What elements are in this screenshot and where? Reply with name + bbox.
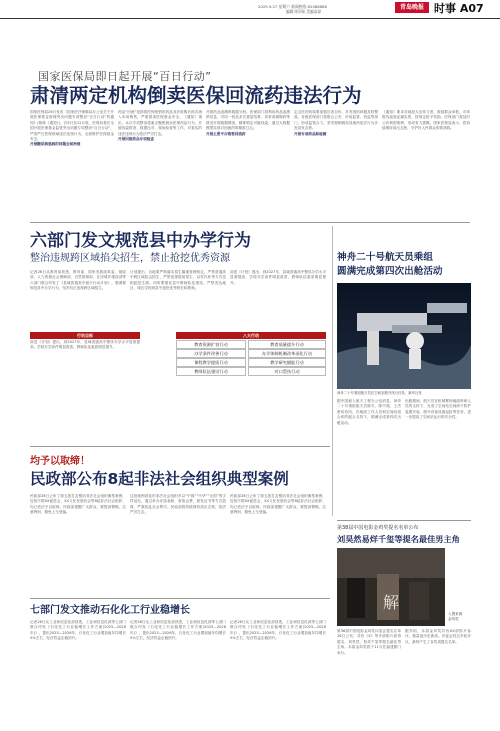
story6-headline: 刘昊然易烊千玺等提名最佳男主角 [337,534,460,544]
story5-headline-2: 圆满完成第四次出舱活动 [337,266,443,277]
issue-weekday: 星期六 [278,4,290,9]
table-cell: 办学条件改善行动 [176,349,246,358]
story1-col4: 定点医药机构要加强自查自纠，对发现的问题及时整改。各级医保部门将联合公安、市场监管、药监等部门，形成监管合力，坚决遏制倒卖回流药违法行为多发高发态势。 开展专项药品和检测 [294,110,378,136]
issue-date: 2025.9.27 [258,4,278,9]
table-cell: 教学研究赋能行动 [248,358,326,367]
table-cell: 教育资源扩容行动 [176,340,246,349]
header-rule [0,18,500,19]
story4-col2: 记者26日从工业和信息化部获悉，工业和信息化部等七部门联合印发《石化化工行业稳增长工作方案(2025—2026年)》，提出2025—2026年，石化化工行业增加值年均增长5%左右，经济效益企稳回升。 [130,620,226,641]
story3-kicker: 均予以取缔！ [30,456,90,467]
story4-col3: 记者26日从工业和信息化部获悉，工业和信息化部等七部门联合印发《石化化工行业稳增长工作方案(2025—2026年)》，提出2025—2026年，石化化工行业增加值年均增长5%左右，经济效益企稳回升。 [230,620,326,641]
table-goals-text: 前述《计划》提出，到2027年，县域普通高中整体办学水平显著提高，学校办学条件明显改善，教师队伍素质明显提升。 [30,340,140,350]
divider-3 [30,598,330,599]
table-cell: 办学体制机制改革深化行动 [248,349,326,358]
spacewalk-photo [337,283,471,389]
story4-col1: 记者26日从工业和信息化部获悉，工业和信息化部等七部门联合印发《石化化工行业稳增长工作方案(2025—2026年)》，提出2025—2026年，石化化工行业增加值年均增长5%左右，经济效益企稳回升。 [30,620,126,641]
section-name: 时事 [434,2,456,15]
story6-body: 第38届中国电影金鸡奖评委会提名名单26日公布，共有《X》等多部影片获得提名，刘昊然、易烊千玺等提名最佳男主角。本届金鸡奖将于11月在福建厦门举行。 [337,629,401,655]
story2-quote: 前述《计划》提出，到2027年，县域普通高中整体办学水平显著提高，学校办学条件明显改善，教师队伍素质明显提升。 [230,270,326,285]
newspaper-logo: 青岛晚报 [395,2,429,13]
table-cell: 教育质量提升行动 [248,340,326,349]
story6-body-2: 据介绍，本届金鸡奖共有XX部影片参评，数量创历史新高。评委会经过多轮评议，最终产生了各奖项提名名单。 [405,629,471,644]
story2-headline: 六部门发文规范县中办学行为 [30,231,251,251]
spacewalk-image [337,283,471,389]
story1-col2: 药品“回流”是指将医保报销的药品非法收购后再次流入市场销售，严重损害医保基金安全。《通知》指出，本次专项整治将重点聚焦倒卖医保药品行为，开展线索排查、数据比对、现场检查等工作，对查实的违法违规行为依法严厉打击。 开展回流药品专项检查 [118,110,202,142]
story3-body-3: 民政部26日公布了第五批打击整治非法社会组织典型案例，包括中国XX促进会、XX文化发展协会等8起非法社会组织，均已依法予以取缔。民政部提醒广大群众，要提高警惕，注意辨别，避免上当受骗。 [230,494,326,515]
story1-kicker: 国家医保局即日起开展“百日行动” [38,70,212,83]
story3-headline: 民政部公布8起非法社会组织典型案例 [30,470,289,488]
story3-body: 民政部26日公布了第五批打击整治非法社会组织典型案例，包括中国XX促进会、XX文化发展协会等8起非法社会组织，均已依法予以取缔。民政部提醒广大群众，要提高警惕，注意辨别，避免上当受骗。 [30,494,126,515]
story5-body-2: 出舱期间，航天员在机械臂和地面科研人员的支持下，完成了空间站空间碎片防护装置安装、舱外设备设施巡检等任务，进一步提高了空间站运行的安全性。 [405,399,471,420]
divider-4 [337,520,471,521]
story5-body: 据中国载人航天工程办公室消息，神舟二十号乘组航天员陈冬、陈中瑞、王杰密切协同，在地面工作人员和空间站组合体的配合支持下，圆满完成第四次出舱活动。 [337,399,401,425]
page-number: A07 [459,2,484,15]
table-title-actions: 八大行动 [176,332,326,339]
movie-poster-image [337,548,445,626]
photo-caption: 神舟二十号乘组航天员在空间站舱外执行任务。新华社发 [337,391,422,395]
story6-kicker: 第38届中国电影金鸡奖提名名单公布 [337,525,419,531]
story2-lede: 记者26日从教育部获悉，教育部、国家发展改革委、财政部、人力资源社会保障部、自然资源部、住房城乡建设部等六部门联合印发了《县域普通高中振兴行动计划》，强调要规范县中办学行为，坚决纠正违规跨区域招生。 [30,270,126,291]
table-cell: 教师队伍建设行动 [176,367,246,376]
editors: 编辑刘洋瑞 美编高原 [286,9,322,14]
story4-headline: 七部门发文推动石化化工行业稳增长 [30,605,190,616]
table-cell: 课程教学提质行动 [176,358,246,367]
poster-label: 入围来源 金鸡奖 [448,612,463,621]
story1-col3: 开展药品追溯码数据分析。医保部门将利用药品追溯码信息，对同一药品多次重复结算、异常高频购药等情况开展数据筛查，精准锁定可疑线索，通过大数据模型实现对回流药的精准打击。 开展主要平台销售回流药 [206,110,290,136]
story2-body: 计划提出，各地要严格落实招生属地管理规定，严禁普通高中跨区域掐尖招生，严禁违规提前招生、以奖代补等方式变相抢挖生源。同时要强化县中教师队伍建设，严禁发达地区、城区学校到县中抢挖优秀校长和教师。 [130,270,226,291]
table-cell: 对口帮扶行动 [248,367,326,376]
movie-poster [337,548,445,626]
story5-headline: 神舟二十号航天员乘组 [337,252,433,263]
divider-2 [30,446,330,447]
story1-headline: 肃清两定机构倒卖医保回流药违法行为 [30,84,362,107]
header-meta [258,4,327,14]
svg-text:解: 解 [383,593,400,612]
editor-line: 新闻热线 82488888 [291,4,327,9]
story3-body-2: 这批案例涉及的非法社会组织多以“中国”“中华”“全国”等字样冠名，通过举办评选表彰、收取会费、颁发证书等方式敛财，严重扰乱社会秩序。民政部将持续保持高压态势，依法严厉打击。 [130,494,226,515]
column-divider [332,226,333,516]
section-title [434,1,484,17]
divider-1 [30,222,470,223]
story1-col1: 国家医保局26日发布《国家医疗保障局办公室关于开展医保基金管理突出问题专项整治“百日行动”的通知》(简称《通知》)，自9月至12月底，医保局将在全国开展医保基金监管突出问题专项整治“百日行动”，严查严打医保领域违法违规行为，全面维护医保基金安全。 开展糖尿病患病的问题全面治理 [30,110,114,147]
table-title-goals: 行动目标 [30,332,140,339]
story1-col5: 《通知》要求各地加大宣传力度，鼓励群众举报，对举报线索查证属实的，按规定给予奖励。医保部门将及时公布典型案例，形成有力震慑。国家医保局表示，将持续保持高压态势，守护好人民群众的救命钱。 [382,110,470,131]
story2-subhead: 整治违规跨区域掐尖招生，禁止抢挖优秀资源 [30,253,230,264]
